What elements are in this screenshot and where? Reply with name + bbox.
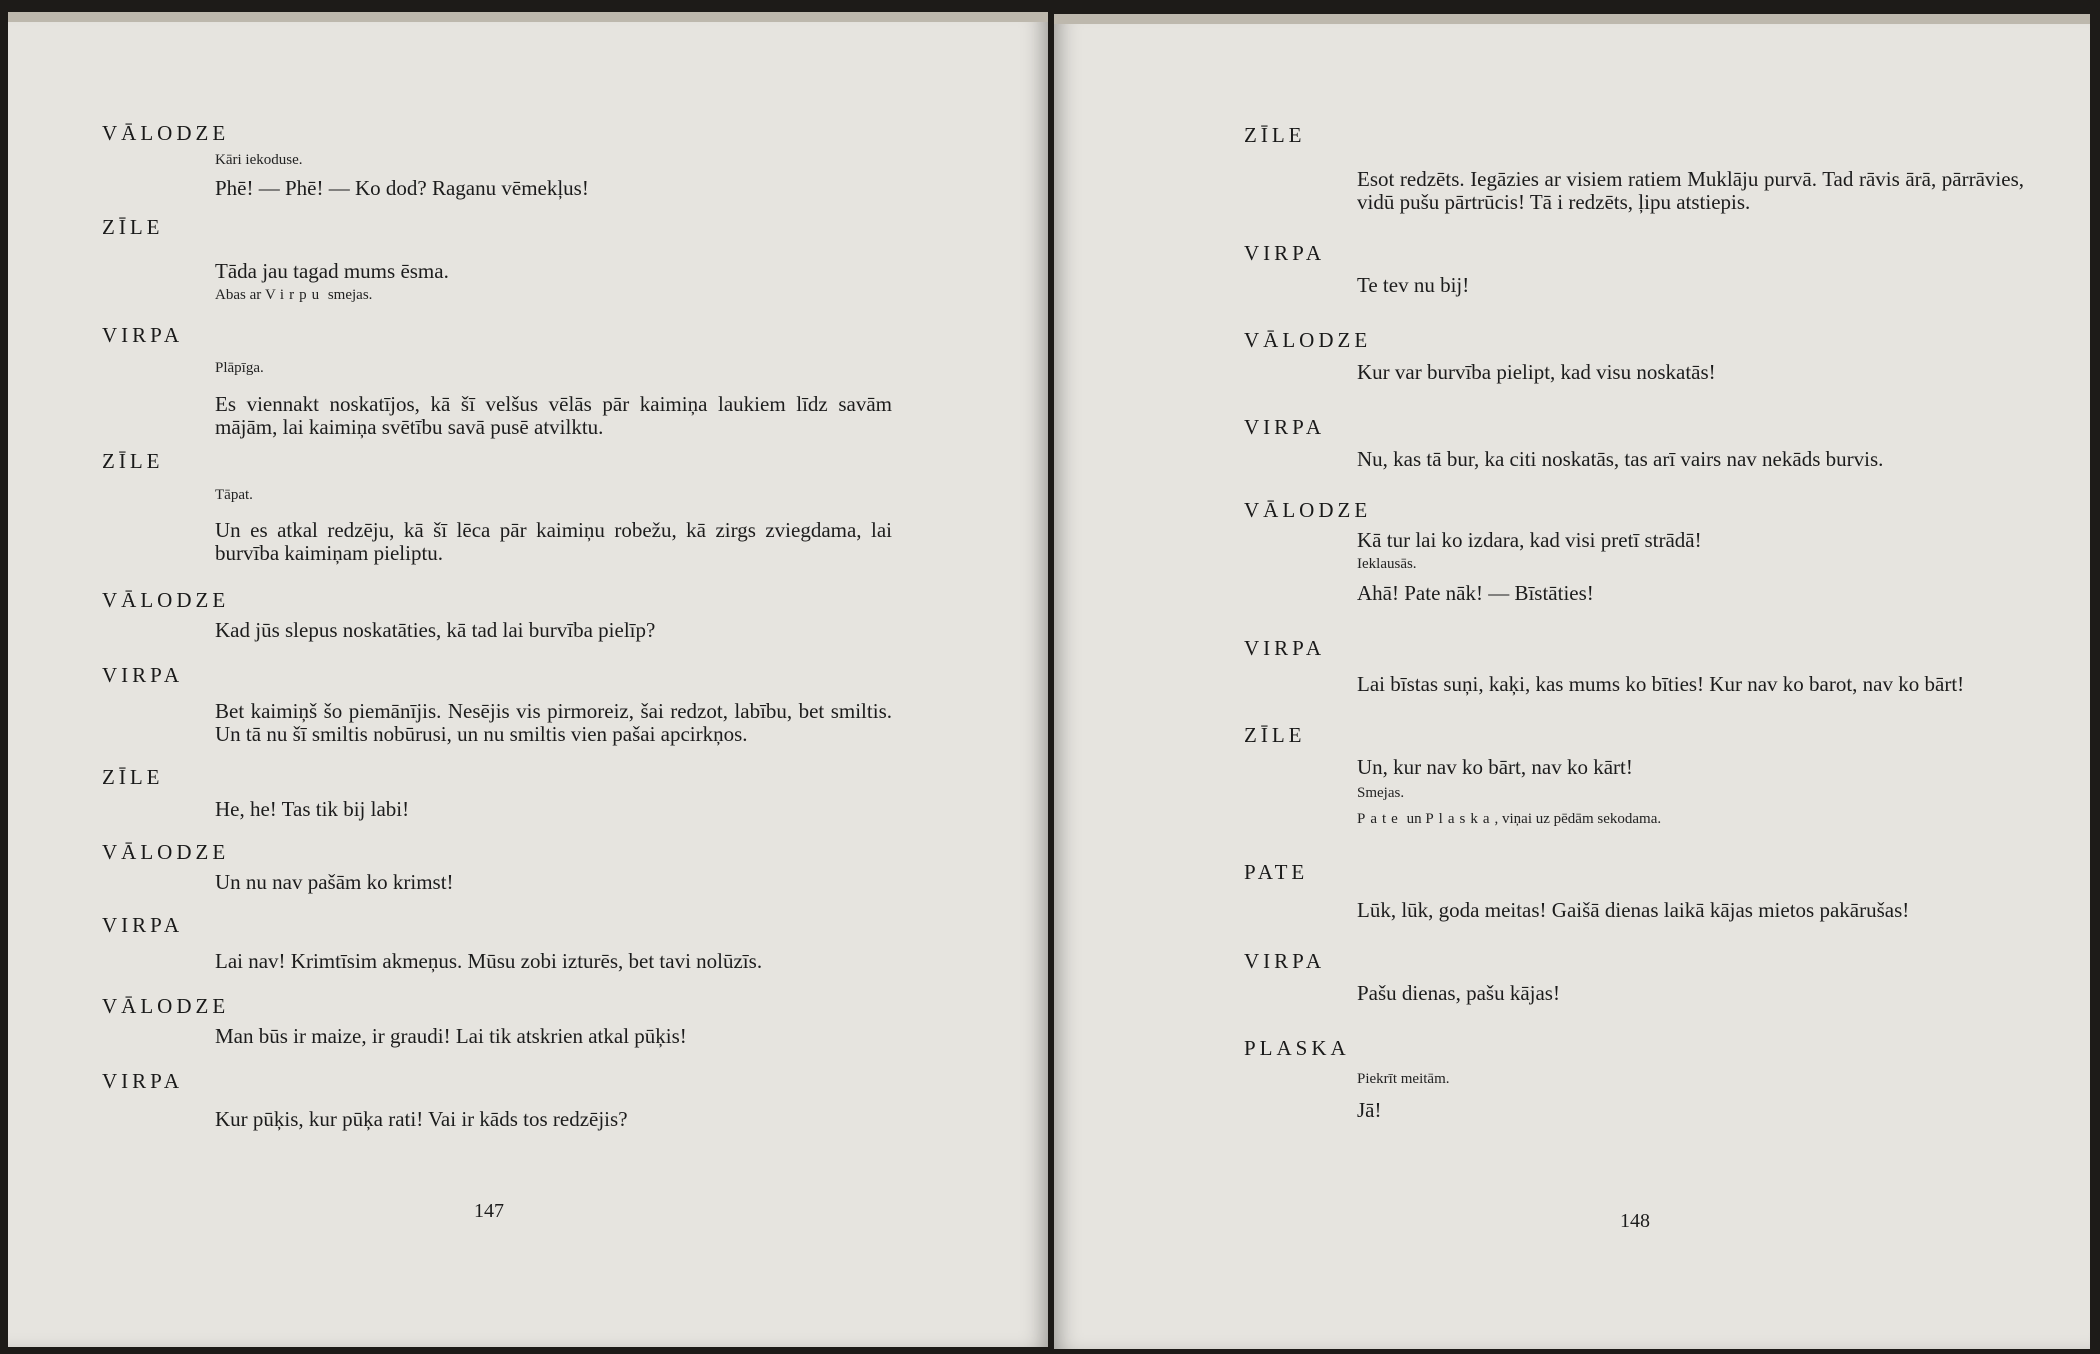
dialogue-line: Pašu dienas, pašu kājas!	[1357, 981, 1560, 1005]
left-page	[8, 12, 1048, 1347]
stage-direction: Smejas.	[1357, 785, 1405, 801]
dialogue-line: Ahā! Pate nāk! — Bīstāties!	[1357, 581, 1594, 605]
dialogue-line: Esot redzēts. Iegāzies ar visiem ratiem Muklāju purvā. Tad rāvis ārā, pārrāvies, vidū pušu pārtrūcis! Tā i redzēts, ļipu atstiepis.	[1357, 167, 2024, 214]
dialogue-line: Lūk, lūk, goda meitas! Gaišā dienas laikā kājas mietos pakārušas!	[1357, 898, 1910, 922]
stage-direction: Plāpīga.	[215, 360, 264, 376]
dialogue-line: Bet kaimiņš šo piemānījis. Nesējis vis pirmoreiz, šai redzot, labību, bet smiltis. Un tā nu šī smiltis nobūrusi, un nu smiltis vien pašai apcirkņos.	[215, 699, 892, 746]
speaker-name: PLASKA	[1244, 1036, 1350, 1060]
speaker-name: ZĪLE	[102, 215, 164, 239]
dialogue-line: Kad jūs slepus noskatāties, kā tad lai burvība pielīp?	[215, 618, 656, 642]
dialogue-line: Un, kur nav ko bārt, nav ko kārt!	[1357, 755, 1633, 779]
page-number: 147	[474, 1200, 504, 1222]
speaker-name: ZĪLE	[1244, 123, 1306, 147]
stage-direction: Abas ar Virpu smejas.	[215, 287, 373, 303]
dialogue-line: Phē! — Phē! — Ko dod? Raganu vēmekļus!	[215, 176, 589, 200]
speaker-name: VĀLODZE	[1244, 328, 1372, 352]
stage-direction: Pate un Plaska, viņai uz pēdām sekodama.	[1357, 811, 1662, 827]
dialogue-line: Te tev nu bij!	[1357, 273, 1470, 297]
speaker-name: VIRPA	[1244, 415, 1326, 439]
dialogue-line: Lai nav! Krimtīsim akmeņus. Mūsu zobi izturēs, bet tavi nolūzīs.	[215, 949, 763, 973]
stage-direction: Kāri iekoduse.	[215, 152, 303, 168]
speaker-name: ZĪLE	[102, 765, 164, 789]
stage-direction: Ieklausās.	[1357, 556, 1417, 572]
speaker-name: VĀLODZE	[102, 994, 230, 1018]
speaker-name: VIRPA	[1244, 241, 1326, 265]
speaker-name: VIRPA	[102, 1069, 184, 1093]
speaker-name: ZĪLE	[1244, 723, 1306, 747]
page-number: 148	[1620, 1210, 1650, 1232]
right-page-text	[1244, 122, 2024, 1122]
speaker-name: ZĪLE	[102, 449, 164, 473]
page-top-edge	[8, 12, 1048, 22]
stage-direction: Piekrīt meitām.	[1357, 1071, 1450, 1087]
speaker-name: VIRPA	[102, 913, 184, 937]
speaker-name: VĀLODZE	[102, 588, 230, 612]
speaker-name: VIRPA	[102, 663, 184, 687]
speaker-name: VĀLODZE	[1244, 498, 1372, 522]
speaker-name: VĀLODZE	[102, 840, 230, 864]
page-top-edge	[1054, 14, 2090, 24]
left-page-text	[102, 120, 892, 1131]
speaker-name: VĀLODZE	[102, 121, 230, 145]
dialogue-line: Kur var burvība pielipt, kad visu noskatās!	[1357, 360, 1716, 384]
dialogue-line: Un es atkal redzēju, kā šī lēca pār kaimiņu robežu, kā zirgs zviegdama, lai burvība kaimiņam pieliptu.	[215, 518, 892, 565]
speaker-name: VIRPA	[1244, 636, 1326, 660]
dialogue-line: He, he! Tas tik bij labi!	[215, 797, 410, 821]
dialogue-line: Nu, kas tā bur, ka citi noskatās, tas arī vairs nav nekāds burvis.	[1357, 447, 1884, 471]
right-page	[1054, 14, 2090, 1349]
dialogue-line: Man būs ir maize, ir graudi! Lai tik atskrien atkal pūķis!	[215, 1024, 687, 1048]
speaker-name: VIRPA	[1244, 949, 1326, 973]
speaker-name: PATE	[1244, 860, 1309, 884]
speaker-name: VIRPA	[102, 323, 184, 347]
dialogue-line: Kā tur lai ko izdara, kad visi pretī strādā!	[1357, 528, 1702, 552]
dialogue-line: Es viennakt noskatījos, kā šī velšus vēlās pār kaimiņa laukiem līdz savām mājām, lai kaimiņa svētību savā pusē atvilktu.	[215, 392, 892, 439]
dialogue-line: Un nu nav pašām ko krimst!	[215, 870, 454, 894]
dialogue-line: Kur pūķis, kur pūķa rati! Vai ir kāds tos redzējis?	[215, 1107, 628, 1131]
dialogue-line: Jā!	[1357, 1098, 1382, 1122]
dialogue-line: Tāda jau tagad mums ēsma.	[215, 259, 449, 283]
stage-direction: Tāpat.	[215, 487, 253, 503]
dialogue-line: Lai bīstas suņi, kaķi, kas mums ko bīties! Kur nav ko barot, nav ko bārt!	[1357, 672, 1965, 696]
